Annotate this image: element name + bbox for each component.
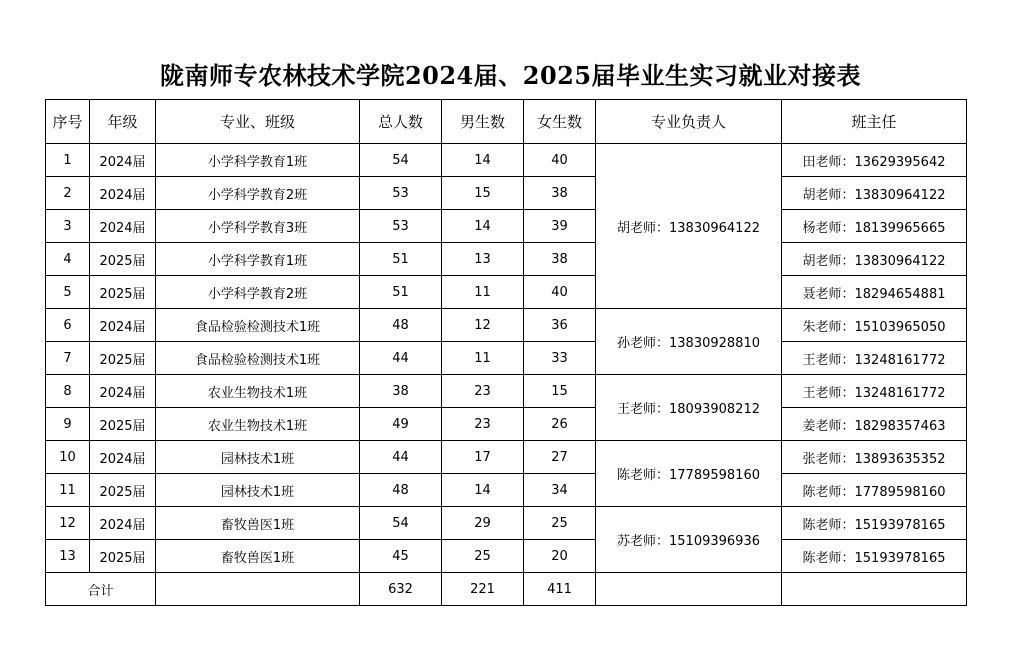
- cell-no: 3: [46, 210, 90, 243]
- cell-total: 45: [360, 540, 442, 573]
- cell-total: 54: [360, 144, 442, 177]
- cell-class: 小学科学教育1班: [156, 144, 360, 177]
- cell-grade: 2024届: [90, 309, 156, 342]
- table-row: [46, 342, 967, 375]
- cell-class: 小学科学教育3班: [156, 210, 360, 243]
- table-row: [46, 309, 967, 342]
- cell-female: 38: [524, 177, 596, 210]
- cell-class: 食品检验检测技术1班: [156, 309, 360, 342]
- cell-teacher: 王老师：13248161772: [782, 375, 967, 408]
- cell-teacher: 陈老师：15193978165: [782, 507, 967, 540]
- cell-no: 4: [46, 243, 90, 276]
- cell-female: 40: [524, 276, 596, 309]
- header-class: 专业、班级: [156, 100, 360, 144]
- cell-class: 小学科学教育2班: [156, 276, 360, 309]
- table-row: [46, 276, 967, 309]
- cell-no: 8: [46, 375, 90, 408]
- cell-male: 23: [442, 408, 524, 441]
- cell-grade: 2024届: [90, 375, 156, 408]
- cell-male: 14: [442, 474, 524, 507]
- header-female: 女生数: [524, 100, 596, 144]
- table-row: [46, 507, 967, 540]
- cell-class: 小学科学教育2班: [156, 177, 360, 210]
- cell-female: 39: [524, 210, 596, 243]
- cell-class: 农业生物技术1班: [156, 375, 360, 408]
- cell-female: 34: [524, 474, 596, 507]
- cell-no: 7: [46, 342, 90, 375]
- header-grade: 年级: [90, 100, 156, 144]
- totals-label: 合计: [46, 573, 156, 606]
- cell-teacher: 胡老师：13830964122: [782, 177, 967, 210]
- cell-male: 13: [442, 243, 524, 276]
- totals-female: 411: [524, 573, 596, 606]
- header-teacher: 班主任: [782, 100, 967, 144]
- table-row: [46, 441, 967, 474]
- cell-total: 44: [360, 342, 442, 375]
- table-row: [46, 177, 967, 210]
- table-row: [46, 540, 967, 573]
- roster-table: [45, 99, 967, 606]
- cell-female: 40: [524, 144, 596, 177]
- cell-grade: 2025届: [90, 276, 156, 309]
- cell-total: 38: [360, 375, 442, 408]
- cell-no: 10: [46, 441, 90, 474]
- cell-head: 孙老师：13830928810: [596, 309, 782, 375]
- cell-class: 园林技术1班: [156, 474, 360, 507]
- header-male: 男生数: [442, 100, 524, 144]
- cell-grade: 2025届: [90, 540, 156, 573]
- table-row: [46, 243, 967, 276]
- cell-total: 51: [360, 276, 442, 309]
- cell-male: 11: [442, 342, 524, 375]
- cell-male: 17: [442, 441, 524, 474]
- cell-grade: 2024届: [90, 507, 156, 540]
- cell-teacher: 朱老师：15103965050: [782, 309, 967, 342]
- table-row: [46, 144, 967, 177]
- cell-no: 11: [46, 474, 90, 507]
- cell-class: 小学科学教育1班: [156, 243, 360, 276]
- cell-no: 2: [46, 177, 90, 210]
- cell-male: 11: [442, 276, 524, 309]
- cell-total: 49: [360, 408, 442, 441]
- cell-no: 6: [46, 309, 90, 342]
- cell-head: 胡老师：13830964122: [596, 144, 782, 309]
- cell-no: 12: [46, 507, 90, 540]
- cell-grade: 2024届: [90, 441, 156, 474]
- cell-no: 13: [46, 540, 90, 573]
- cell-teacher: 陈老师：17789598160: [782, 474, 967, 507]
- cell-no: 1: [46, 144, 90, 177]
- cell-male: 15: [442, 177, 524, 210]
- header-row: [46, 100, 967, 144]
- cell-male: 23: [442, 375, 524, 408]
- cell-teacher: 杨老师：18139965665: [782, 210, 967, 243]
- cell-total: 53: [360, 210, 442, 243]
- cell-no: 9: [46, 408, 90, 441]
- cell-male: 25: [442, 540, 524, 573]
- header-total: 总人数: [360, 100, 442, 144]
- totals-total: 632: [360, 573, 442, 606]
- page-title: 陇南师专农林技术学院2024届、2025届毕业生实习就业对接表: [159, 61, 862, 90]
- header-head: 专业负责人: [596, 100, 782, 144]
- cell-female: 36: [524, 309, 596, 342]
- cell-female: 33: [524, 342, 596, 375]
- cell-grade: 2025届: [90, 408, 156, 441]
- cell-total: 54: [360, 507, 442, 540]
- cell-teacher: 张老师：13893635352: [782, 441, 967, 474]
- cell-teacher: 田老师：13629395642: [782, 144, 967, 177]
- cell-total: 48: [360, 309, 442, 342]
- cell-head: 苏老师：15109396936: [596, 507, 782, 573]
- cell-grade: 2025届: [90, 474, 156, 507]
- table-row: [46, 474, 967, 507]
- table-row: [46, 408, 967, 441]
- totals-row: [46, 573, 967, 606]
- cell-class: 农业生物技术1班: [156, 408, 360, 441]
- cell-grade: 2025届: [90, 342, 156, 375]
- cell-male: 12: [442, 309, 524, 342]
- cell-male: 14: [442, 144, 524, 177]
- cell-teacher: 陈老师：15193978165: [782, 540, 967, 573]
- cell-grade: 2025届: [90, 243, 156, 276]
- cell-male: 14: [442, 210, 524, 243]
- cell-teacher: 胡老师：13830964122: [782, 243, 967, 276]
- cell-head: 王老师：18093908212: [596, 375, 782, 441]
- cell-total: 44: [360, 441, 442, 474]
- cell-teacher: 姜老师：18298357463: [782, 408, 967, 441]
- cell-male: 29: [442, 507, 524, 540]
- totals-male: 221: [442, 573, 524, 606]
- cell-female: 20: [524, 540, 596, 573]
- cell-class: 畜牧兽医1班: [156, 540, 360, 573]
- cell-class: 畜牧兽医1班: [156, 507, 360, 540]
- cell-female: 26: [524, 408, 596, 441]
- cell-grade: 2024届: [90, 210, 156, 243]
- cell-female: 15: [524, 375, 596, 408]
- cell-total: 48: [360, 474, 442, 507]
- table-row: [46, 375, 967, 408]
- cell-head: 陈老师：17789598160: [596, 441, 782, 507]
- cell-class: 园林技术1班: [156, 441, 360, 474]
- cell-class: 食品检验检测技术1班: [156, 342, 360, 375]
- totals-teacher: [782, 573, 967, 606]
- cell-teacher: 聂老师：18294654881: [782, 276, 967, 309]
- cell-total: 53: [360, 177, 442, 210]
- totals-head: [596, 573, 782, 606]
- cell-grade: 2024届: [90, 177, 156, 210]
- cell-no: 5: [46, 276, 90, 309]
- header-no: 序号: [46, 100, 90, 144]
- table-row: [46, 210, 967, 243]
- cell-female: 38: [524, 243, 596, 276]
- cell-female: 25: [524, 507, 596, 540]
- cell-teacher: 王老师：13248161772: [782, 342, 967, 375]
- cell-total: 51: [360, 243, 442, 276]
- cell-female: 27: [524, 441, 596, 474]
- totals-class: [156, 573, 360, 606]
- cell-grade: 2024届: [90, 144, 156, 177]
